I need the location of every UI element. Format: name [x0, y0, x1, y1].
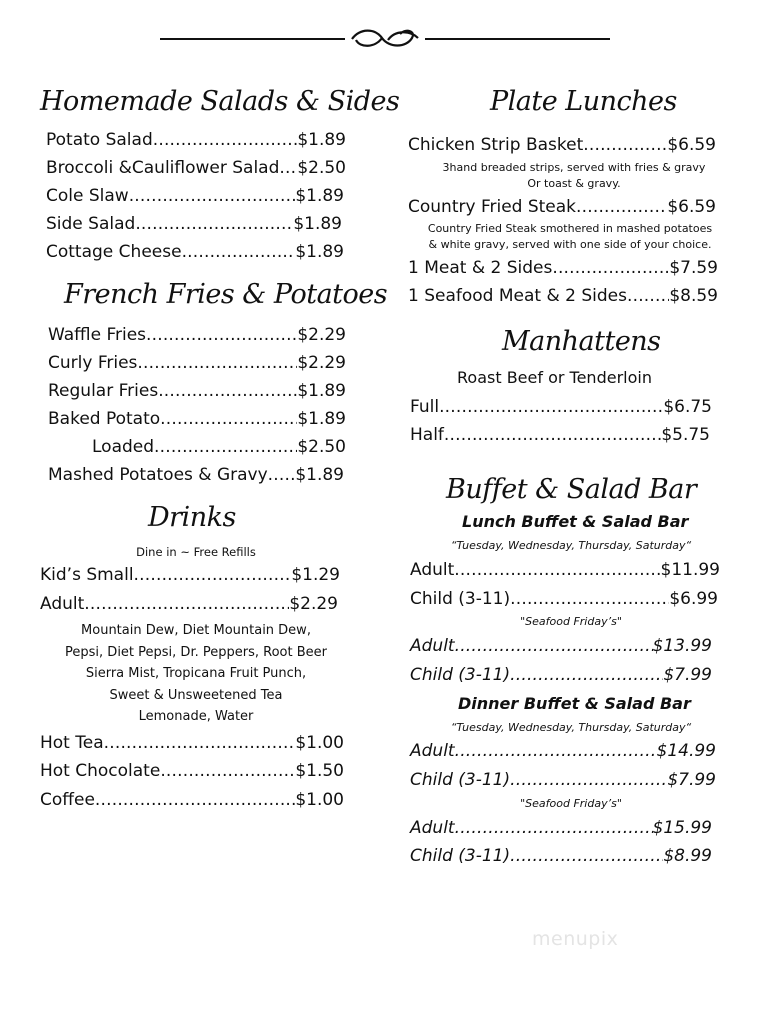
dinner-buffet-title: Dinner Buffet & Salad Bar [458, 694, 691, 713]
watermark: menupix [532, 928, 619, 950]
menu-item: Hot Chocolate ..... $1.50 [40, 760, 344, 782]
seafood-friday-label: "Seafood Friday’s" [520, 615, 622, 628]
menu-item: Baked Potato ..... $1.89 [48, 408, 346, 430]
lunch-buffet-days: “Tuesday, Wednesday, Thursday, Saturday“ [450, 539, 692, 552]
item-description: 3hand breaded strips, served with fries & gravy Or toast & gravy. [442, 161, 706, 190]
menu-item: Chicken Strip Basket ..... $6.59 [408, 134, 716, 156]
menu-item: Loaded ..... $2.50 [92, 436, 346, 458]
menu-item: 1 Meat & 2 Sides ..... $7.59 [408, 257, 718, 279]
plate-heading: Plate Lunches [490, 86, 677, 117]
menu-item: Full ..... $6.75 [410, 396, 712, 418]
buffet-heading: Buffet & Salad Bar [446, 474, 697, 505]
menu-item: Country Fried Steak ..... $6.59 [408, 196, 716, 218]
manhattens-heading: Manhattens [502, 326, 661, 357]
ornament-divider [160, 26, 610, 52]
menu-item: Regular Fries ..... $1.89 [48, 380, 346, 402]
drinks-heading: Drinks [148, 502, 236, 533]
menu-item: Child (3-11) ..... $7.99 [410, 769, 716, 791]
menu-item: Kid’s Small ..... $1.29 [40, 564, 340, 586]
menu-item: 1 Seafood Meat & 2 Sides ..... $8.59 [408, 285, 718, 307]
menu-item: Mashed Potatoes & Gravy ..... $1.89 [48, 464, 344, 486]
menu-item: Adult ..... $2.29 [40, 593, 338, 615]
menu-item: Hot Tea ..... $1.00 [40, 732, 344, 754]
menu-item: Adult ..... $14.99 [410, 740, 716, 762]
menu-item: Adult ..... $15.99 [410, 817, 712, 839]
seafood-friday-label: "Seafood Friday’s" [520, 797, 622, 810]
menu-item: Potato Salad ..... $1.89 [46, 129, 346, 151]
menu-item: Child (3-11) ..... $7.99 [410, 664, 712, 686]
menu-item: Child (3-11) ..... $8.99 [410, 845, 712, 867]
dinner-buffet-days: “Tuesday, Wednesday, Thursday, Saturday“ [450, 721, 692, 734]
menu-item: Side Salad ..... $1.89 [46, 213, 342, 235]
fries-heading: French Fries & Potatoes [64, 279, 388, 310]
drink-flavors: Mountain Dew, Diet Mountain Dew, Pepsi, Diet Pepsi, Dr. Peppers, Root Beer Sierra Mist, Tropicana Fruit Punch, Sweet & Unsweetened Tea Lemonade, Water [65, 623, 327, 724]
drinks-note: Dine in ~ Free Refills [136, 545, 256, 559]
menu-item: Waffle Fries ..... $2.29 [48, 324, 346, 346]
menu-item: Cottage Cheese ..... $1.89 [46, 241, 344, 263]
menu-item: Adult ..... $11.99 [410, 559, 720, 581]
menu-item: Half ..... $5.75 [410, 424, 710, 446]
lunch-buffet-title: Lunch Buffet & Salad Bar [462, 512, 689, 531]
manhattens-subtitle: Roast Beef or Tenderloin [457, 368, 652, 387]
menu-item: Broccoli &Cauliflower Salad ..... $2.50 [46, 157, 346, 179]
menu-item: Adult ..... $13.99 [410, 635, 712, 657]
menu-item: Curly Fries ..... $2.29 [48, 352, 346, 374]
menu-item: Child (3-11) ..... $6.99 [410, 588, 718, 610]
item-description: Country Fried Steak smothered in mashed potatoes & white gravy, served with one side of your choice. [427, 222, 713, 251]
menu-item: Cole Slaw ..... $1.89 [46, 185, 344, 207]
salads-heading: Homemade Salads & Sides [40, 86, 400, 117]
menu-item: Coffee ..... $1.00 [40, 789, 344, 811]
